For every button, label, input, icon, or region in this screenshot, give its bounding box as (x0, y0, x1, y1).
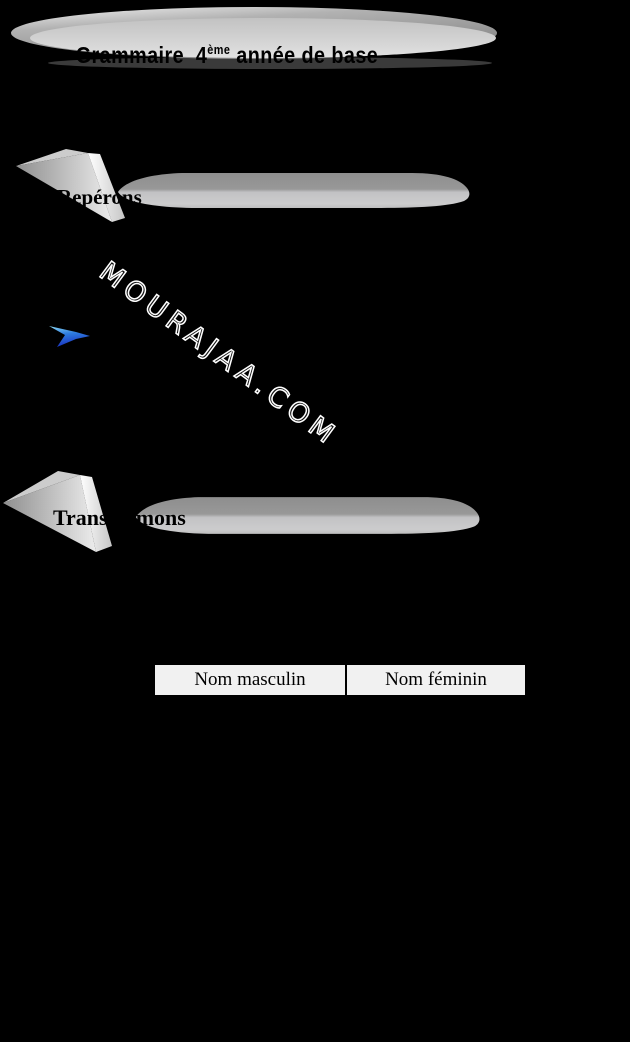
col-header-masculin: Nom masculin (154, 664, 346, 696)
watermark-text: MOURAJAA.COM (93, 256, 345, 453)
section-bar-reperons-icon (112, 170, 472, 210)
section-label-reperons: Repérons (57, 185, 142, 209)
table-header-row (154, 664, 526, 696)
page-title-main: Grammaire 4 (75, 42, 208, 68)
col-header-feminin: Nom féminin (346, 664, 526, 696)
page-title-superscript: ème (207, 43, 231, 57)
bullet-arrow-shape (49, 326, 90, 347)
gender-table (153, 663, 527, 697)
bullet-arrow-icon (46, 320, 92, 350)
bar-body (136, 497, 480, 534)
bar-body (118, 173, 469, 208)
section-label-transformons: Transformons (53, 505, 186, 530)
page-title-rest: année de base (230, 42, 379, 68)
page-title (52, 21, 378, 90)
